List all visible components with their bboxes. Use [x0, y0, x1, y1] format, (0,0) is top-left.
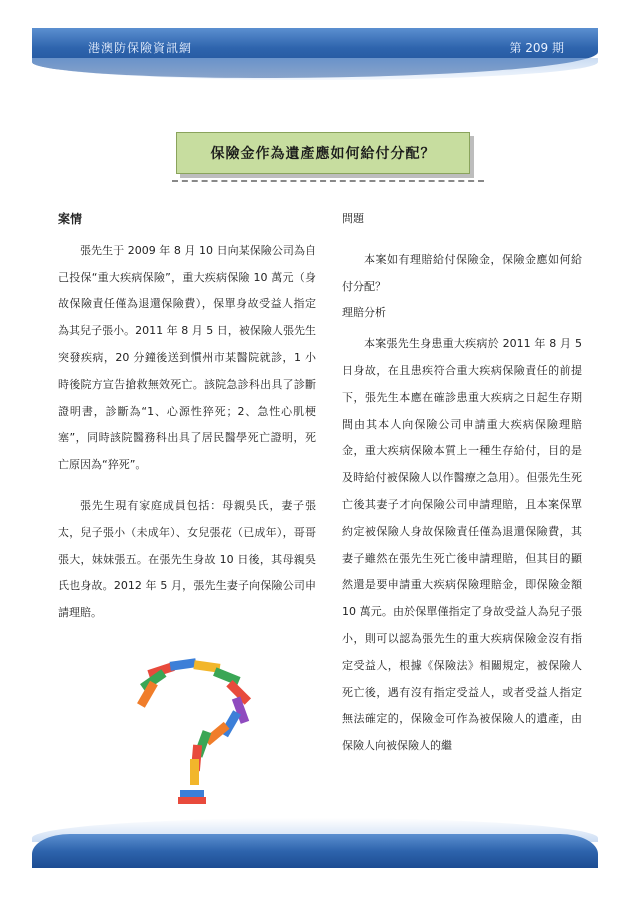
left-column	[58, 206, 316, 627]
newsletter-title: 港澳防保險資訊網	[88, 41, 193, 55]
analysis-heading: 理賠分析	[342, 306, 386, 320]
question-heading: 問題	[342, 212, 364, 225]
article-title: 保險金作為遺產應如何給付分配？	[210, 146, 436, 162]
right-column	[342, 206, 582, 760]
title-divider	[172, 180, 484, 182]
header-wave	[32, 58, 598, 80]
case-paragraph-1: 張先生于 2009 年 8 月 10 日向某保險公司為自己投保“重大疾病保險”，重大疾病保險 10 萬元（身故保險責任僅為退還保險費），保單身故受益人指定為其兒子張小。2011 年 8 月 5 日，被保險人張先生突發疾病，20 分鐘後送到慣州市某醫院就診，1 小時後院方宣告搶救無效死亡。該院急診科出具了診斷證明書，診斷為“1、心源性猝死；2、急性心肌梗塞”，同時該院醫務科出具了居民醫學死亡證明，死亡原因為“猝死”。	[58, 243, 316, 472]
article-title-box	[176, 132, 470, 174]
analysis-text: 本案張先生身患重大疾病於 2011 年 8 月 5 日身故，在且患疾符合重大疾病保險責任的前提下，張先生本應在確診患重大疾病之日起生存期間由其本人向保險公司申請重大疾病保險理賠金，重大疾病保險本質上一種生存給付，目的是及時給付被保險人以作醫療之急用）。但張先生死亡後其妻子才向保險公司申請理賠，且本案保單約定被保險人身故保險責任僅為退還保險費，其妻子雖然在張先生死亡後申請理賠，但其目的顯然還是要申請重大疾病保險理賠金，即保險金額 10 萬元。由於保單僅指定了身故受益人為兒子張小，則可以認為張先生的重大疾病保險金沒有指定受益人，根據《保險法》相關規定，被保險人死亡後，遇有沒有指定受益人，或者受益人指定無法確定的，保險金可作為被保險人的遺產，由保險人向被保險人的繼	[342, 337, 582, 753]
case-paragraph-2: 張先生現有家庭成員包括：母親吳氏，妻子張太，兒子張小（未成年）、女兒張花（已成年），哥哥張大，妹妹張五。在張先生身故 10 日後，其母親吳氏也身故。2012 年 5 月，張先生妻子向保險公司申請理賠。	[58, 498, 316, 620]
books-question-mark-icon	[110, 654, 270, 808]
footer-band	[32, 834, 598, 868]
case-heading: 案情	[58, 212, 83, 226]
issue-number: 第 209 期	[509, 41, 564, 55]
question-text: 本案如有理賠給付保險金，保險金應如何給付分配？	[342, 252, 582, 293]
books-question-mark-image	[110, 654, 270, 808]
